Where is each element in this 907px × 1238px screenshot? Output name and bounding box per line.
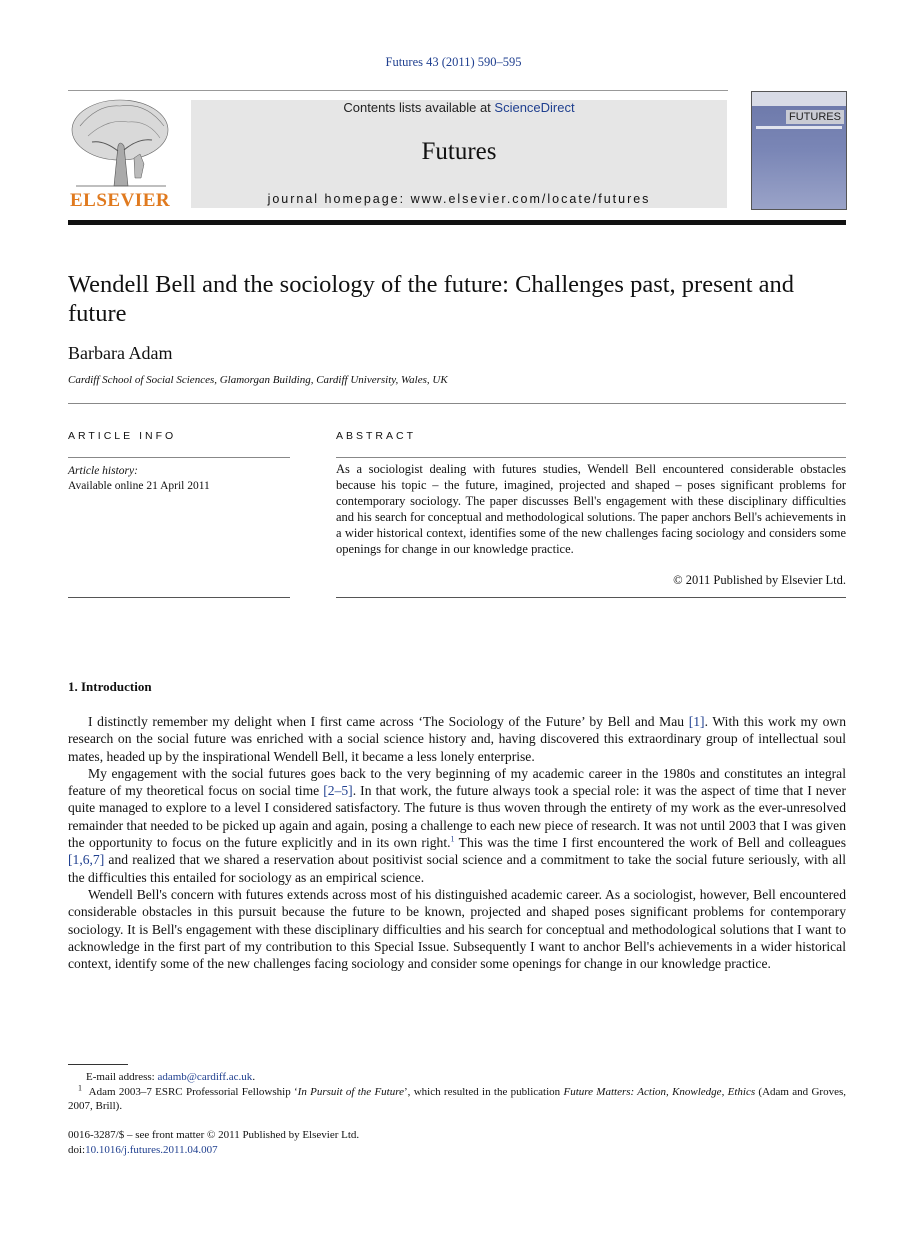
author-affiliation: Cardiff School of Social Sciences, Glamorgan Building, Cardiff University, Wales, UK xyxy=(68,374,448,386)
text: ’, which resulted in the publication xyxy=(404,1085,564,1098)
abstract-heading: ABSTRACT xyxy=(336,430,417,442)
text: . In that work, the future always took a special role: it was the aspect of time that I never quite managed to explore to a level I considered satisfactory. The future is thus woven through the entirety of my work as the ever-unresolved remainder that needed to be picked up again and again, posing a challenge to each new piece of research. It was not until 2003 that I was given the opportunity to focus on the future explicitly and in its own right. xyxy=(68,783,846,851)
abstract-copyright: © 2011 Published by Elsevier Ltd. xyxy=(673,573,846,587)
article-info-rule xyxy=(68,457,290,458)
tree-icon xyxy=(68,96,173,188)
author-name[interactable]: Barbara Adam xyxy=(68,343,173,363)
text: In Pursuit of the Future xyxy=(297,1085,404,1098)
text: Future Matters: Action, Knowledge, Ethics xyxy=(563,1085,756,1098)
email-footnote xyxy=(68,1070,846,1085)
paragraph: Wendell Bell's concern with futures extends across most of his distinguished academic career. As a sociologist, however, Bell encountered considerable obstacles in this pursuit because the future to be known, projected and shaped poses significant problems for contemporary sociology. It is Bell's engagement with these disciplinary difficulties and his search for conceptual and methodological solutions that I want to acknowledge in the first part of my contribution to this Special Issue. Subsequently I want to anchor Bell's achievements in a wider historical context, identify some of the new challenges facing sociology and consider some openings for change in our knowledge practice. xyxy=(68,886,846,972)
sciencedirect-link[interactable]: ScienceDirect xyxy=(494,100,575,115)
email-link[interactable]: adamb@cardiff.ac.uk xyxy=(157,1071,253,1083)
journal-banner xyxy=(191,100,727,208)
article-info-heading: ARTICLE INFO xyxy=(68,430,177,442)
journal-homepage[interactable]: journal homepage: www.elsevier.com/locate/futures xyxy=(267,192,651,206)
text: and realized that we shared a reservation about positivist social science and a commitment to take the social future seriously, with all the difficulties this entailed for sociology as an empirical science. xyxy=(68,852,846,885)
journal-reference[interactable]: Futures 43 (2011) 590–595 xyxy=(385,55,522,69)
issn-line: 0016-3287/$ – see front matter © 2011 Published by Elsevier Ltd. xyxy=(68,1129,360,1141)
front-matter xyxy=(68,1128,359,1158)
text: . With this work my own research on the social future was enriched with a social science history and, having discovered this extraordinary group of intellectual soul mates, headed up by the inspirational Wendell Bell, it became a less lonely enterprise. xyxy=(68,714,846,764)
text: . xyxy=(252,1071,256,1083)
footnotes xyxy=(68,1070,846,1114)
contents-prefix: Contents lists available at xyxy=(343,100,495,115)
section-heading-introduction: 1. Introduction xyxy=(68,679,152,694)
affiliation-rule xyxy=(68,403,846,404)
contents-line xyxy=(191,100,727,115)
text: I distinctly remember my delight when I first came across ‘The Sociology of the Future’ by Bell and Mau xyxy=(88,714,689,729)
footnote-number: 1 xyxy=(78,1082,82,1092)
citation-link[interactable]: [2–5] xyxy=(323,783,353,799)
citation-link[interactable]: [1] xyxy=(688,714,705,729)
cover-title: FUTURES xyxy=(786,110,844,124)
article-history-value: Available online 21 April 2011 xyxy=(68,480,210,492)
text: This was the time I first encountered the work of Bell and colleagues xyxy=(454,835,847,851)
footnote-rule xyxy=(68,1064,128,1065)
text: (Adam and Groves, 2007, Brill). xyxy=(68,1085,847,1112)
journal-name: Futures xyxy=(421,138,497,165)
doi-line xyxy=(68,1143,359,1158)
abstract-text: As a sociologist dealing with futures studies, Wendell Bell encountered considerable obstacles because his topic – the future, imagined, projected and shaped – poses significant problems for contemporary sociology. The paper discusses Bell's engagement with these disciplinary difficulties and his search for conceptual and methodological solutions. The paper anchors Bell's achievements in a wider historical context, identifies some of the new challenges facing sociology and considers some openings for change in our knowledge practice. xyxy=(336,462,846,556)
cover-header-strip xyxy=(752,92,846,106)
email-label: E-mail address: xyxy=(86,1071,158,1083)
citation-link[interactable]: [1,6,7] xyxy=(68,852,105,868)
publisher-logo-text: ELSEVIER xyxy=(70,190,171,211)
text: My engagement with the social futures goes back to the very beginning of my academic career in the 1980s and constitutes an integral feature of my theoretical focus on social time xyxy=(68,765,846,799)
cover-subtitle-bar xyxy=(756,126,842,129)
footnote-1 xyxy=(68,1082,847,1114)
footnote-marker[interactable]: 1 xyxy=(450,834,455,844)
text: Adam 2003–7 ESRC Professorial Fellowship ‘ xyxy=(88,1085,298,1098)
article-title: Wendell Bell and the sociology of the future: Challenges past, present and future xyxy=(68,271,795,327)
abstract-bottom-rule xyxy=(336,597,846,598)
introduction-body xyxy=(68,713,846,972)
abstract-rule xyxy=(336,457,846,458)
journal-cover[interactable] xyxy=(751,91,847,210)
doi-label: doi: xyxy=(68,1144,86,1156)
header-thick-rule xyxy=(68,220,846,225)
header-rule xyxy=(68,90,728,91)
article-info-bottom-rule xyxy=(68,597,290,598)
paragraph xyxy=(68,765,846,886)
paragraph xyxy=(68,713,846,765)
elsevier-logo[interactable] xyxy=(68,96,180,212)
article-history-label: Article history: xyxy=(68,465,138,477)
doi-link[interactable]: 10.1016/j.futures.2011.04.007 xyxy=(85,1144,218,1156)
